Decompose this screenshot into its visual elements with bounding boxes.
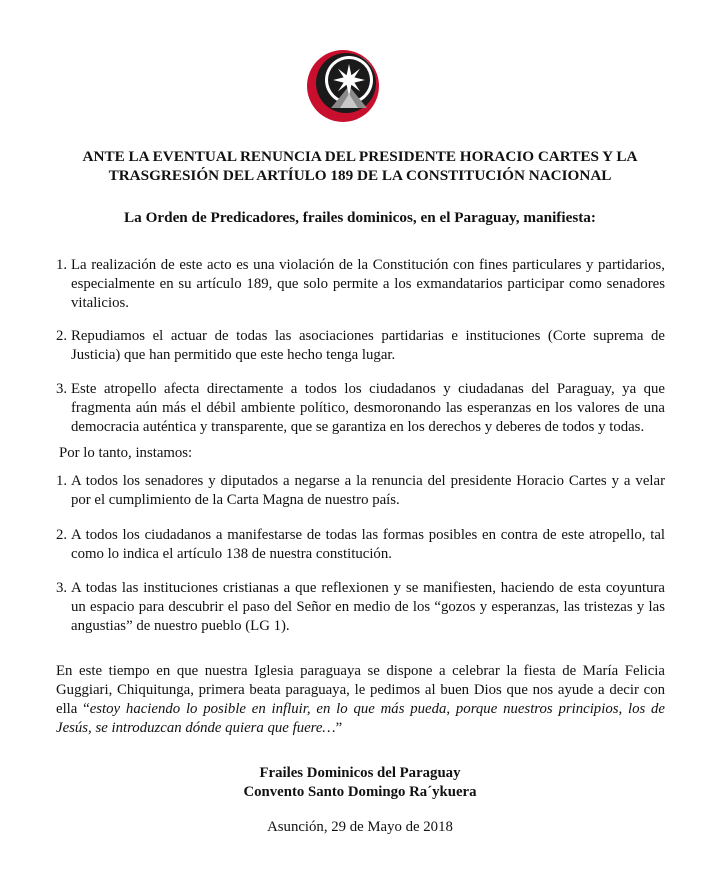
instamos-item <box>56 579 665 636</box>
instamos-item <box>56 526 665 564</box>
closing-text: En este tiempo en que nuestra Iglesia paraguaya se dispone a celebrar la fiesta de María Felicia Guggiari, Chiquitunga, primera beata paraguaya, le pedimos al buen Dios que nos ayude a decir con ella “ <box>56 663 665 717</box>
document-title <box>60 147 660 185</box>
item-text: Este atropello afecta directamente a todos los ciudadanos y ciudadanas del Paraguay, ya que fragmenta aún más el débil ambiente político, desmoronando las esperanzas en los valores de una democracia auténtica y transparente, que se garantiza en los derechos y deberes de todos y todas. <box>71 381 665 435</box>
item-number: 2. <box>56 527 68 543</box>
manifiesta-item <box>56 380 665 437</box>
manifiesta-item <box>56 327 665 365</box>
item-number: 3. <box>56 381 68 397</box>
signature-line-1: Frailes Dominicos del Paraguay <box>259 765 461 781</box>
dominican-seal-logo <box>307 50 379 122</box>
item-number: 1. <box>56 257 68 273</box>
item-text: A todas las instituciones cristianas a que reflexionen y se manifiesten, haciendo de esta coyuntura un espacio para descubrir el paso del Señor en medio de los “gozos y esperanzas, las tristezas y las angustias” de nuestro pueblo (LG 1). <box>71 580 665 634</box>
manifiesta-item <box>56 256 665 313</box>
item-number: 3. <box>56 580 68 596</box>
item-number: 2. <box>56 328 68 344</box>
item-number: 1. <box>56 473 68 489</box>
signature-line-2: Convento Santo Domingo Ra´ykuera <box>243 784 477 800</box>
item-text: A todos los ciudadanos a manifestarse de todas las formas posibles en contra de este atropello, tal como lo indica el artículo 138 de nuestra constitución. <box>71 527 665 562</box>
document-date: Asunción, 29 de Mayo de 2018 <box>267 819 453 835</box>
closing-quote-end: ” <box>335 720 343 736</box>
item-text: La realización de este acto es una violación de la Constitución con fines particulares y partidarios, especialmente en su artículo 189, que solo permite a los exmandatarios participar como senadores vitalicios. <box>71 257 665 311</box>
item-text: Repudiamos el actuar de todas las asociaciones partidarias e instituciones (Corte suprema de Justicia) que han permitido que este hecho tenga lugar. <box>71 328 665 363</box>
closing-paragraph <box>56 662 665 738</box>
title-line-2: TRASGRESIÓN DEL ARTÍULO 189 DE LA CONSTITUCIÓN NACIONAL <box>108 167 612 184</box>
document-subtitle: La Orden de Predicadores, frailes dominicos, en el Paraguay, manifiesta: <box>124 209 596 226</box>
chiquitunga-quote: estoy haciendo lo posible en influir, en lo que más pueda, porque nuestros principios, los de Jesús, se introduzcan dónde quiera que fuere… <box>56 701 665 736</box>
instamos-lead: Por lo tanto, instamos: <box>59 445 193 461</box>
item-text: A todos los senadores y diputados a negarse a la renuncia del presidente Horacio Cartes y a velar por el cumplimiento de la Carta Magna de nuestro país. <box>71 473 665 508</box>
instamos-item <box>56 472 665 510</box>
title-line-1: ANTE LA EVENTUAL RENUNCIA DEL PRESIDENTE HORACIO CARTES Y LA <box>82 148 638 165</box>
